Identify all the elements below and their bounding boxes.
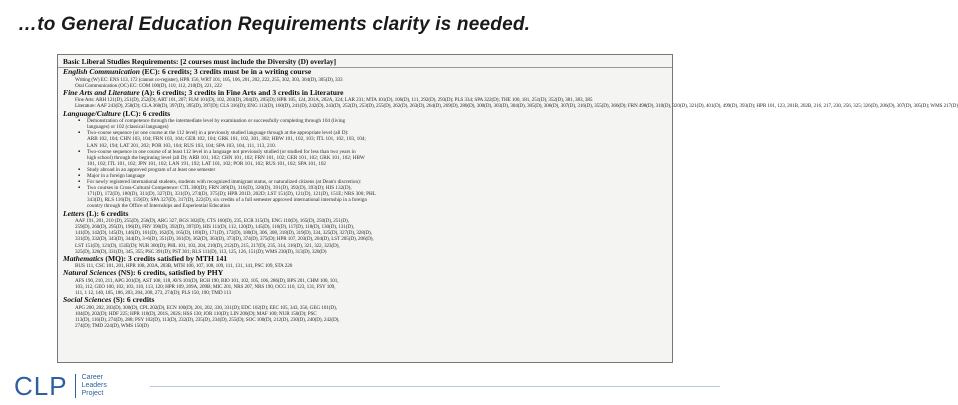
section-title: Language/Culture <box>63 108 121 118</box>
section-heading <box>63 68 667 77</box>
section-title: Social Sciences <box>63 295 112 305</box>
course-list-line: Writing (W) EC: ENS 113, 172 (cannot co-register), HPR 156, WRT 101, 105, 106, 201, 202, 222, 255, 302, 303, 304(D), 305(D), 333 <box>75 76 343 83</box>
bullet-item-line: ▪ Two courses in Cross-Cultural Competence: CTL 300(D); FRN 309(D), 316(D), 320(D), 391(D), 392(D), 393(D); HIS 132(D), <box>63 185 667 191</box>
course-list-line: Literature: AAF 243(D), 258(D); CLA 360(D), 397(D), 395(D), 397(D); CLS 316(D); ENG 112(D), 160(D), 241(D), 242(D), 243(D), 252(D), 253(D), 255(D), 262(D), 263(D), 264(D), 269(D), 280(D), 300(D), 303(D), 304(D), 305(D), 306(D), 307(D), 316(D), 355(D), 366(D); FRN 498(D), 310(D), 320(D), 321(D), 401(D), 499(D), 393(D); HPR 101, 123, 201B, 202B, 216, 217, 230, 256, 325; 326(D), 206(D), 307(D), 305(D); WMS 217(D) <box>75 103 958 110</box>
course-list-line: BUS 111, CSC 101, 201, HPR 108, 203A, 203B, MTH 106, 107, 108, 109, 111, 131, 141, PSC 109, STA 220 <box>75 263 293 270</box>
section-subtitle: (MQ): 3 credits satisfied by MTH 141 <box>105 253 228 263</box>
section-heading <box>63 269 667 278</box>
section-title: English Communication <box>63 67 141 76</box>
section-heading <box>63 296 667 305</box>
footer-divider <box>150 386 720 387</box>
logo-text <box>82 374 107 398</box>
bullet-item-line: 343(D), RLS 116(D), 159(D); SPA 327(D), 317(D), 222(D), six credits of a full semester approved international internship in a foreign <box>87 197 367 204</box>
logo-line: Career <box>81 374 103 381</box>
bullet-item-line: ▪ Two-course sequence in one course of at least 112 level in a language not previously studied (or studied for less than two years in <box>63 149 667 155</box>
logo-divider <box>75 374 76 398</box>
section-subtitle: (LC): 6 credits <box>122 108 171 118</box>
requirements-document <box>57 54 958 363</box>
section-heading <box>63 255 667 264</box>
course-list-line: LST 151(D), 121(D), 151E(D); NUR 360(D); PHL 101, 103, 204, 210(D), 212(D), 215, 217(D), 235, 314, 316(D), 321, 322, 323(D), <box>75 242 340 249</box>
section-subtitle: (EC): 6 credits; 3 credits must be in a writing course <box>141 67 312 76</box>
section-subtitle: (A): 6 credits; 3 credits in Fine Arts and 3 credits in Literature <box>141 87 344 97</box>
bullet-item-line: ▪ Demonstration of competence through the intermediate level by examination or successfully completing through 104 (living <box>63 118 667 124</box>
document-body <box>58 67 958 330</box>
bullet-item-line: 171(D), 172(D), 180(D), 311(D), 327(D), 331(D), 274(D), 375(D); HPR 201D, 202D; LST 151(D), 121(D), 121(D), 151E; NRS 300; PHL <box>87 191 376 198</box>
course-list-line: 325(D), 326(D), 331(D), 345, 355; PSC 391(D); PST 301; RLS 111(D), 113, 125, 126, 151(D); WMS 230(D), 313(D), 320(D) <box>75 248 327 255</box>
bullet-item-line: ▪ Study abroad in an approved program of at least one semester <box>63 167 667 173</box>
section-subtitle: (NS): 6 credits, satisfied by PHY <box>118 268 224 278</box>
bullet-item-line: ARB 102, 104; CHN 103, 104; FRN 103, 104; GER 102, 104; GRK 101, 102, 301, 302; HBW 101, 102, 103; ITL 101, 102, 103, 104; <box>87 136 366 143</box>
course-list-line: APG 200, 202, 203(D), 300(D), CPL 202(D), ECN 100(D), 201, 202, 330, 331(D); EDC 102(D); EEC 105, 343, 356, GEG 101(D), <box>75 304 337 311</box>
bullet-item-line: ▪ For newly registered international students, students with recognized immigrant status, or naturalized citizens (at Dean's discretion): <box>63 179 667 185</box>
section-heading <box>63 110 667 119</box>
course-list-line: Fine Arts: ARH 121(D), 251(D), 252(D); ART 101, 207; FLM 101(D), 102, 203(D), 204(D), 205(D); HPR 105, 124, 201A, 202A, 324; LAR 231; MTA 101(D), 106(D), 111, 292(D), 293(D); PLS 334; SPA 322(D); THE 100, 181, 251(D), 352(D), 381, 383, 385 <box>75 97 593 104</box>
course-list-line: 103, 112, GEO 100, 102, 103, 110, 113, 120; HPR 109, 209A, 209B; MIC 201, NRS 207, NRS 190, OCG 110, 123, 131, FSY 109, <box>75 284 336 291</box>
course-list-line: 331(D), 332(D), 343(D), 344(D), 3+6(D), 351(D), 361(D), 362(D), 363(D), 373(D), 374(D), 375(D); HPR 107, 203(D), 204(D), LST 205(D), 206(D), <box>75 236 374 243</box>
logo-line: Leaders <box>81 382 107 389</box>
logo-mark: CLP <box>14 371 68 401</box>
bullet-item-line: high school) through the beginning level (all D): ARB 101, 102; CHN 101, 102; FRN 101, 102; GER 101, 102; GRK 101, 102; HBW <box>87 154 365 161</box>
course-list-line: 259(D), 260(D), 295(D), 196(D), FRV 390(D), 392(D), 397(D), HIS 111(D), 112, 120(D), 145(D), 116(D), 117(D), 118(D), 130(D), 131(D), <box>75 224 354 231</box>
course-list-line: AAF 191, 201, 210 (D), 255(D), 256(D), ARG 327, BGS 302(D), CTS 160(D), 235, ECR 315(D), ENG 110(D), 165(D), 250(D), 251(D), <box>75 218 349 225</box>
section-title: Mathematics <box>63 253 104 263</box>
bullet-item-line: ▪ Two-course sequence (or one course at the 112 level) in a previously studied language through at the appropriate level (all D): <box>63 130 667 136</box>
logo-line: Project <box>81 390 104 397</box>
course-list-line: 111, 1 12, 140, 185, 186, 203, 204, 208, 273, 274(D); PLS 150, 190; TMD 113 <box>75 290 231 297</box>
clp-logo <box>14 371 107 401</box>
bullet-item-line: 101, 102; ITL 101, 102; JPN 101, 102; LAN 191, 192; LAT 101, 102; POR 101, 102; RUS 101, 102; SPA 101, 102 <box>87 160 327 167</box>
section-title: Fine Arts and Literature <box>63 87 140 97</box>
section-title: Natural Sciences <box>63 268 117 278</box>
course-list-line: AFS 190, 210, 211, APG 201(D), AST 108, 118, AVS 101(D), BCH 190, BIO 101, 102, 105, 106, 286(D), BPS 201, CHM 100, 101, <box>75 278 339 284</box>
course-list-line: 141(D), 142(D), 145(D), 146(D), 161(D), 162(D), 165(D), 169(D), 171(D), 172(D), 180(D), 306, 308, 318(D), 319(D), 334, 325(D), 327(D), 328(D), <box>75 230 372 237</box>
course-list-line: 104(D), 202(D); HDF 225; HPR 110(D), 201S, 202S; HSS 130; JOR 110(D); LIN 200(D); MAF 100; NUR 150(D); PSC <box>75 310 317 317</box>
bullet-item-line: ▪ Major in a foreign language <box>63 173 667 179</box>
bullet-item-line: LAN 102, 194; LAT 201, 202; POR 103, 104; RUS 103, 104; SPA 103, 104, 111, 113, 210. <box>87 142 277 149</box>
section-title: Letters <box>63 208 85 218</box>
course-list-line: 113(D), 116(D), 274(D), 288; PSY 102(D), 113(D), 232(D), 235(D), 234(D), 255(D); SOC 100(D), 212(D), 230(D), 240(D), 242(D), <box>75 317 340 324</box>
course-list-line: 274(D); TMD 224(D), WMS 150(D) <box>75 323 149 330</box>
section-heading <box>63 210 667 219</box>
section-subtitle: (L): 6 credits <box>86 208 129 218</box>
document-header: Basic Liberal Studies Requirements: [2 courses must include the Diversity (D) overlay] <box>58 55 672 68</box>
slide-title: …to General Education Requirements clarity is needed. <box>18 14 531 35</box>
bullet-item-line: country through the Office of Internships and Experiential Education <box>87 203 231 210</box>
bullet-item-line: languages) or 102 (classical languages) <box>87 124 169 131</box>
section-subtitle: (S): 6 credits <box>113 295 155 305</box>
course-list-line: Oral Communication (OC) EC: COM 100(D), 110, 112, 210(D), 221, 222 <box>75 82 222 89</box>
